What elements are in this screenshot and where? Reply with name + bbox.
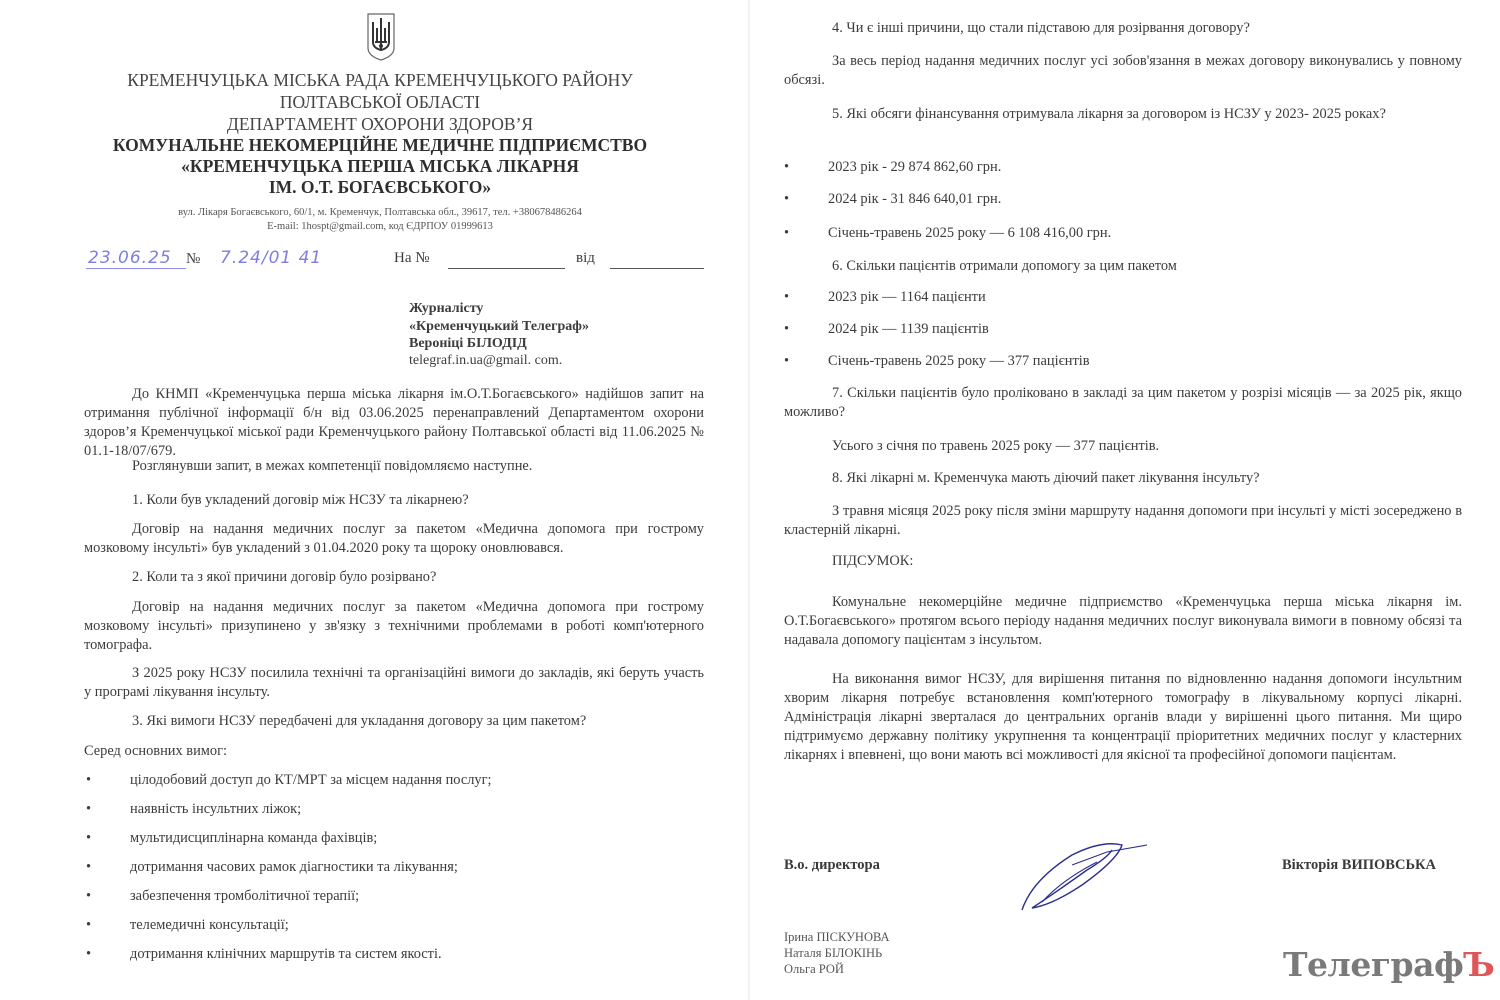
intro-paragraph <box>84 385 704 461</box>
answer-2b-text: З 2025 року НСЗУ посилила технічні та організаційні вимоги до закладів, які беруть участь у програмі лікування інсульту. <box>84 665 704 700</box>
executor-name: Ірина ПІСКУНОВА <box>784 930 890 944</box>
signer-position: В.о. директора <box>784 857 880 873</box>
header-region: ПОЛТАВСЬКОЇ ОБЛАСТІ <box>279 92 481 112</box>
logo-text: Телеграф <box>1283 945 1464 984</box>
header-department: ДЕПАРТАМЕНТ ОХОРОНИ ЗДОРОВ’Я <box>226 114 534 134</box>
question-5 <box>784 105 1462 124</box>
header-hospital-name-2: ІМ. О.Т. БОГАЄВСЬКОГО» <box>268 177 492 197</box>
answer-7: Усього з січня по травень 2025 року — 377 пацієнтів. <box>832 438 1160 454</box>
question-3: 3. Які вимоги НСЗУ передбачені для укладання договору за цим пакетом? <box>132 713 587 729</box>
bullet-icon: • <box>784 159 790 175</box>
intro-conclusion: Розглянувши запит, в межах компетенції повідомляємо наступне. <box>132 458 533 474</box>
executor-name: Наталя БІЛОКІНЬ <box>784 946 883 960</box>
answer-4 <box>784 52 1462 90</box>
answer-1-text: Договір на надання медичних послуг за пакетом «Медична допомога при гострому мозковому інсульті» був укладений з 01.04.2020 року та щороку оновлювався. <box>84 521 704 556</box>
bullet-icon: • <box>86 830 92 846</box>
answer-1 <box>84 520 704 558</box>
ref-label: На № <box>394 250 430 266</box>
summary-1-text: Комунальне некомерційне медичне підприємство «Кременчуцька перша міська лікарня ім. О.Т.Богаєвського» протягом всього періоду надання медичних послуг виконувала вимоги в повному обсязі та надавала допомогу пацієнтам з інсультом. <box>784 594 1462 648</box>
trident-emblem-icon <box>365 12 397 62</box>
header-enterprise: КОМУНАЛЬНЕ НЕКОМЕРЦІЙНЕ МЕДИЧНЕ ПІДПРИЄМСТВО <box>112 135 648 155</box>
answer-2 <box>84 598 704 655</box>
telegraf-watermark-logo <box>1283 945 1494 984</box>
intro-text: До КНМП «Кременчуцька перша міська лікарня ім.О.Т.Богаєвського» надійшов запит на отримання публічної інформації б/н від 03.06.2025 перенаправлений Департаментом охорони здоров’я Кременчуцької міської ради Кременчуцького району Полтавської області від 11.06.2025 № 01.1-18/07/679. <box>84 386 704 459</box>
summary-paragraph-2 <box>784 670 1462 765</box>
question-4: 4. Чи є інші причини, що стали підставою для розірвання договору? <box>832 20 1250 36</box>
bullet-icon: • <box>86 859 92 875</box>
bullet-icon: • <box>784 289 790 305</box>
question-7 <box>784 384 1462 422</box>
handwritten-date: 23.06.25 <box>88 248 172 268</box>
bullet-icon: • <box>784 353 790 369</box>
executor-name: Ольга РОЙ <box>784 962 844 976</box>
answer-8-text: З травня місяця 2025 року після зміни маршруту надання допомоги при інсульті у місті зосереджено в кластерній лікарні. <box>784 503 1462 538</box>
date-underline <box>86 268 186 269</box>
bullet-icon: • <box>784 191 790 207</box>
question-6: 6. Скільки пацієнтів отримали допомогу за цим пакетом <box>832 258 1177 274</box>
bullet-icon: • <box>784 321 790 337</box>
requirements-intro: Серед основних вимог: <box>84 743 228 759</box>
answer-4-text: За весь період надання медичних послуг усі зобов'язання в межах договору виконувались у повному обсязі. <box>784 53 1462 88</box>
answer-2b <box>84 664 704 702</box>
right-page: 4. Чи є інші причини, що стали підставою для розірвання договору? За весь період надання медичних послуг усі зобов'язання в межах договору виконувались у повному обсязі. 5. Які обсяги фінансування отримувала лікарня за договором із НСЗУ у 2023- 2025 роках? • 2023 рік - 29 874 862,60 грн. • 2024 рік - 31 846 640,01 грн. • Січень-травень 2025 року — 6 108 416,00 грн. 6. Скільки пацієнтів отримали допомогу за цим пакетом • 2023 рік — 1164 пацієнти • 2024 рік — 1139 пацієнтів • Січень-травень 2025 року — 377 пацієнтів 7. Скільки пацієнтів було проліковано в закладі за цим пакетом у розрізі місяців — за 2025 рік, якщо можливо? Усього з січня по травень 2025 року — 377 пацієнтів. 8. Які лікарні м. Кременчука мають діючий пакет лікування інсульту? З травня місяця 2025 року після зміни маршруту надання допомоги при інсульті у місті зосереджено в кластерній лікарні. ПІДСУМОК: Комунальне некомерційне медичне підприємство «Кременчуцька перша міська лікарня ім. О.Т.Богаєвського» протягом всього періоду надання медичних послуг виконувала вимоги в повному обсязі та надавала допомогу пацієнтам з інсультом. На виконання вимог НСЗУ, для вирішення питання по відновленню надання допомоги інсультним хворим лікарня потребує встановлення комп'ютерного томографу в лікувальному корпусі лікарні. Адміністрація лікарні зверталася до центральних органів влади у вирішенні цього питання. Ми щиро підтримуємо державну політику укрупнення та концентрації пріоритетних медичних послуг у кластерних лікарнях і впевнені, що вони мають всі можливості для якісної та професійної допомоги пацієнтам. В.о. директора Вікторія ВИПОВСЬКА Ірина ПІСКУНОВА Наталя БІЛОКІНЬ Ольга РОЙ <box>784 20 1462 976</box>
summary-2-text: На виконання вимог НСЗУ, для вирішення питання по відновленню надання допомоги інсультним хворим лікарня потребує встановлення комп'ютерного томографу в лікувальному корпусі лікарні. Адміністрація лікарні зверталася до центральних органів влади у вирішенні цього питання. Ми щиро підтримуємо державну політику укрупнення та концентрації пріоритетних медичних послуг у кластерних лікарнях і впевнені, що вони мають всі можливості для якісної та професійної допомоги пацієнтам. <box>784 671 1462 763</box>
question-1: 1. Коли був укладений договір між НСЗУ та лікарнею? <box>132 492 469 508</box>
summary-paragraph-1 <box>784 593 1462 650</box>
header-address: вул. Лікаря Богаєвського, 60/1, м. Кременчук, Полтавська обл., 39617, тел. +380678486264 <box>178 207 582 218</box>
recipient-email: telegraf.in.ua@gmail. com. <box>409 353 563 368</box>
logo-accent: Ъ <box>1463 945 1495 984</box>
bullet-icon: • <box>86 772 92 788</box>
header-email: E-mail: 1hospt@gmail.com, код ЄДРПОУ 01999613 <box>267 221 493 232</box>
bullet-icon: • <box>784 225 790 241</box>
recipient-title: Журналісту <box>409 301 484 316</box>
ref-date-blank <box>610 268 704 269</box>
question-8: 8. Які лікарні м. Кременчука мають діючий пакет лікування інсульту? <box>832 470 1260 486</box>
question-5-text: 5. Які обсяги фінансування отримувала лікарня за договором із НСЗУ у 2023- 2025 роках? <box>832 106 1386 122</box>
number-sign: № <box>186 251 201 267</box>
from-label: від <box>576 250 595 266</box>
signer-name: Вікторія ВИПОВСЬКА <box>1282 857 1437 873</box>
bullet-icon: • <box>86 946 92 962</box>
header-council: КРЕМЕНЧУЦЬКА МІСЬКА РАДА КРЕМЕНЧУЦЬКОГО РАЙОНУ <box>127 70 633 90</box>
header-hospital-name: «КРЕМЕНЧУЦЬКА ПЕРША МІСЬКА ЛІКАРНЯ <box>181 156 579 176</box>
left-page: КРЕМЕНЧУЦЬКА МІСЬКА РАДА КРЕМЕНЧУЦЬКОГО РАЙОНУ ПОЛТАВСЬКОЇ ОБЛАСТІ ДЕПАРТАМЕНТ ОХОРОНИ ЗДОРОВ’Я КОМУНАЛЬНЕ НЕКОМЕРЦІЙНЕ МЕДИЧНЕ ПІДПРИЄМСТВО «КРЕМЕНЧУЦЬКА ПЕРША МІСЬКА ЛІКАРНЯ ІМ. О.Т. БОГАЄВСЬКОГО» вул. Лікаря Богаєвського, 60/1, м. Кременчук, Полтавська обл., 39617, тел. +380678486264 E-mail: 1hospt@gmail.com, код ЄДРПОУ 01999613 23.06.25 № 7.24/01 41 На № від Журналісту «Кременчуцький Телеграф» Вероніці БІЛОДІД telegraf.in.ua@gmail. com. До КНМП «Кременчуцька перша міська лікарня ім.О.Т.Богаєвського» надійшов запит на отримання публічної інформації б/н від 03.06.2025 перенаправлений Департаментом охорони здоров’я Кременчуцької міської ради Кременчуцького району Полтавської області від 11.06.2025 № 01.1-18/07/679. Розглянувши запит, в межах компетенції повідомляємо наступне. 1. Коли був укладений договір між НСЗУ та лікарнею? Договір на надання медичних послуг за пакетом «Медична допомога при гострому мозковому інсульті» був укладений з 01.04.2020 року та щороку оновлювався. 2. Коли та з якої причини договір було розірвано? Договір на надання медичних послуг за пакетом «Медична допомога при гострому мозковому інсульті» призупинено у зв'язку з технічними проблемами в роботі комп'ютерного томографа. З 2025 року НСЗУ посилила технічні та організаційні вимоги до закладів, які беруть участь у програмі лікування інсульту. 3. Які вимоги НСЗУ передбачені для укладання договору за цим пакетом? Серед основних вимог: • цілодобовий доступ до КТ/МРТ за місцем надання послуг; • наявність інсультних ліжок; • мультидисциплінарна команда фахівців; • дотримання часових рамок діагностики та лікування; • забезпечення тромболітичної терапії; • телемедичні консультації; • дотримання клінічних маршрутів та систем якості. <box>0 0 750 1000</box>
bullet-icon: • <box>86 888 92 904</box>
bullet-icon: • <box>86 801 92 817</box>
answer-8 <box>784 502 1462 540</box>
handwritten-signature-icon <box>1012 840 1152 915</box>
question-2: 2. Коли та з якої причини договір було розірвано? <box>132 569 437 585</box>
recipient-outlet: «Кременчуцький Телеграф» <box>409 319 589 334</box>
answer-2-text: Договір на надання медичних послуг за пакетом «Медична допомога при гострому мозковому інсульті» призупинено у зв'язку з технічними проблемами в роботі комп'ютерного томографа. <box>84 599 704 653</box>
recipient-name: Вероніці БІЛОДІД <box>409 336 527 351</box>
ref-number-blank <box>448 268 565 269</box>
summary-title: ПІДСУМОК: <box>832 553 914 569</box>
handwritten-number: 7.24/01 41 <box>220 248 323 268</box>
bullet-icon: • <box>86 917 92 933</box>
question-7-text: 7. Скільки пацієнтів було проліковано в закладі за цим пакетом у розрізі місяців — за 2025 рік, якщо можливо? <box>784 385 1462 420</box>
